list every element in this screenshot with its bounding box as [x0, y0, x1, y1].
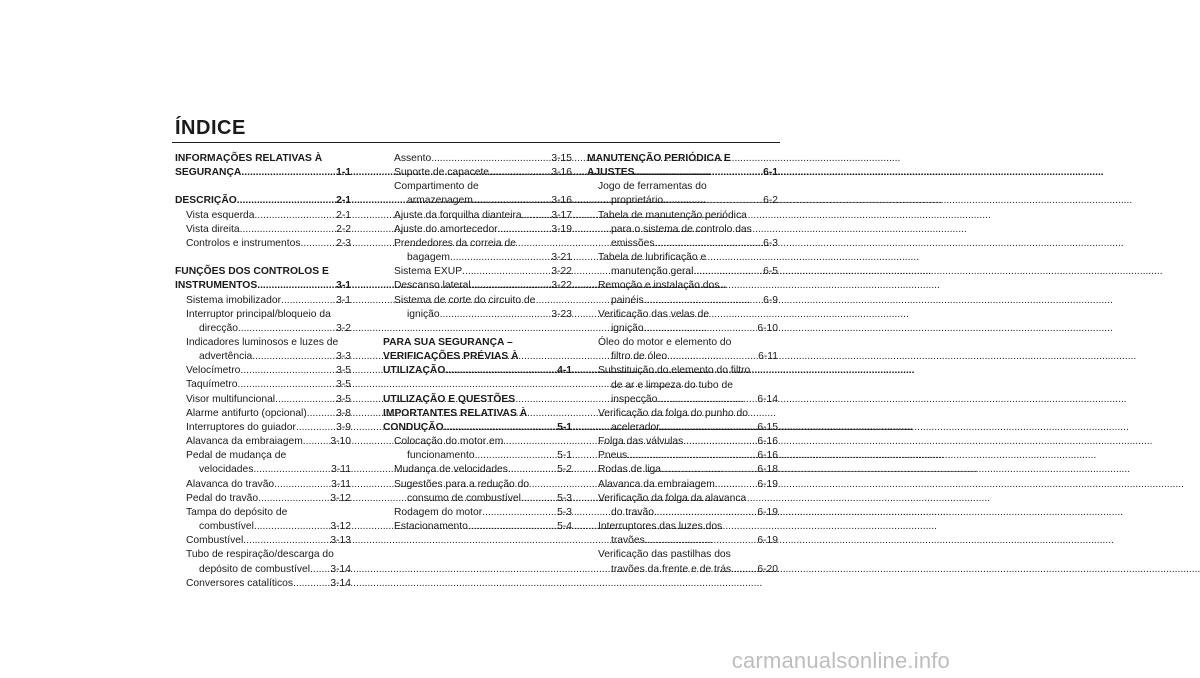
- toc-entry-line[interactable]: Prendedores da correia de: [394, 237, 516, 249]
- toc-entry-line[interactable]: de ar e limpeza do tubo de: [611, 379, 733, 391]
- toc-entry-line[interactable]: Tampa do depósito de: [186, 506, 288, 518]
- toc-entry[interactable]: Assento ..... 3-15: [383, 152, 572, 166]
- toc-entry[interactable]: travões ..... 6-19: [587, 534, 778, 548]
- toc-entry[interactable]: Estacionamento ..... 5-4: [383, 520, 572, 534]
- toc-entry[interactable]: Pedal do travão ..... 3-12: [175, 492, 351, 506]
- toc-entry[interactable]: manutenção geral ..... 6-5: [587, 265, 778, 279]
- toc-section-heading: FUNÇÕES DOS CONTROLOS E: [175, 266, 329, 278]
- toc-entry[interactable]: ignição ..... 6-10: [587, 322, 778, 336]
- toc-entry[interactable]: inspecção ..... 6-14: [587, 393, 778, 407]
- toc-entry[interactable]: do travão ..... 6-19: [587, 506, 778, 520]
- toc-entry[interactable]: emissões ..... 6-3: [587, 237, 778, 251]
- toc-entry[interactable]: Controlos e instrumentos ..... 2-3: [175, 237, 351, 251]
- toc-entry[interactable]: acelerador ..... 6-15: [587, 421, 778, 435]
- toc-entry-line[interactable]: Tabela de manutenção periódica: [598, 209, 747, 221]
- toc-entry[interactable]: painéis ..... 6-9: [587, 294, 778, 308]
- toc-entry[interactable]: armazenagem ..... 3-16: [383, 194, 572, 208]
- toc-entry-line[interactable]: Verificação das velas de: [598, 308, 710, 320]
- toc-entry-line[interactable]: Pedal de mudança de: [186, 450, 287, 462]
- toc-entry[interactable]: Vista direita ..... 2-2: [175, 223, 351, 237]
- toc-entry[interactable]: ignição ..... 3-23: [383, 308, 572, 322]
- toc-entry[interactable]: Descanso lateral ..... 3-22: [383, 279, 572, 293]
- toc-entry[interactable]: Sistema imobilizador ..... 3-1: [175, 294, 351, 308]
- toc-entry[interactable]: Alavanca da embraiagem ..... 6-19: [587, 478, 778, 492]
- toc-entry[interactable]: Rodagem do motor ..... 5-3: [383, 506, 572, 520]
- toc-entry-line[interactable]: Substituição do elemento do filtro: [598, 365, 751, 377]
- toc-section-entry[interactable]: DESCRIÇÃO ..... 2-1: [175, 194, 351, 208]
- toc-section-entry[interactable]: AJUSTES ..... 6-1: [587, 166, 778, 180]
- toc-entry[interactable]: funcionamento ..... 5-1: [383, 449, 572, 463]
- toc-entry-line[interactable]: Sugestões para a redução do: [394, 478, 530, 490]
- toc-entry[interactable]: consumo de combustível ..... 5-3: [383, 492, 572, 506]
- toc-section-heading: INFORMAÇÕES RELATIVAS À: [175, 153, 323, 164]
- toc-entry[interactable]: Sistema EXUP ..... 3-22: [383, 265, 572, 279]
- toc-entry-line[interactable]: para o sistema de controlo das: [611, 223, 752, 235]
- toc-section-entry[interactable]: CONDUÇÃO ..... 5-1: [383, 421, 572, 435]
- toc-entry-line[interactable]: Tabela de lubrificação e: [598, 252, 707, 264]
- toc-entry[interactable]: combustível ..... 3-12: [175, 520, 351, 534]
- toc-entry[interactable]: Ajuste do amortecedor ..... 3-19: [383, 223, 572, 237]
- toc-entry[interactable]: Taquímetro ..... 3-5: [175, 378, 351, 392]
- toc-entry-line[interactable]: Óleo do motor e elemento do: [598, 337, 732, 349]
- toc-entry[interactable]: Interruptores do guiador ..... 3-9: [175, 421, 351, 435]
- toc-entry[interactable]: Folga das válvulas ..... 6-16: [587, 435, 778, 449]
- toc-entry-line[interactable]: Verificação das pastilhas dos: [598, 549, 731, 561]
- toc-entry-line[interactable]: Colocação do motor em: [394, 436, 504, 448]
- toc-entry[interactable]: Alarme antifurto (opcional) ..... 3-8: [175, 407, 351, 421]
- toc-section-heading: UTILIZAÇÃO E QUESTÕES: [383, 393, 516, 405]
- toc-entry[interactable]: bagagem ..... 3-21: [383, 251, 572, 265]
- toc-entry-line[interactable]: Compartimento de: [394, 181, 479, 193]
- toc-entry[interactable]: Combustível ..... 3-13: [175, 534, 351, 548]
- toc-column-1: [175, 152, 351, 591]
- toc-entry-line[interactable]: Sistema de corte do circuito de: [394, 294, 536, 306]
- toc-section-heading: MANUTENÇÃO PERIÓDICA E: [587, 153, 731, 164]
- toc-entry[interactable]: direcção ..... 3-2: [175, 322, 351, 336]
- toc-entry[interactable]: Alavanca da embraiagem ..... 3-10: [175, 435, 351, 449]
- watermark-text: carmanualsonline.info: [731, 648, 950, 673]
- toc-entry-line[interactable]: Tubo de respiração/descarga do: [186, 549, 334, 561]
- toc-entry[interactable]: filtro de óleo ..... 6-11: [587, 350, 778, 364]
- toc-entry-line[interactable]: Remoção e instalação dos: [598, 280, 720, 292]
- page-title: ÍNDICE: [175, 117, 246, 139]
- toc-entry[interactable]: Visor multifuncional ..... 3-5: [175, 393, 351, 407]
- toc-entry[interactable]: Velocímetro ..... 3-5: [175, 364, 351, 378]
- toc-entry[interactable]: velocidades ..... 3-11: [175, 463, 351, 477]
- toc-entry-line[interactable]: Verificação da folga do punho do: [598, 407, 748, 419]
- toc-entry[interactable]: Mudança de velocidades ..... 5-2: [383, 463, 572, 477]
- toc-entry[interactable]: Suporte de capacete ..... 3-16: [383, 166, 572, 180]
- toc-entry-line[interactable]: Jogo de ferramentas do: [598, 181, 707, 193]
- title-rule: [172, 142, 780, 143]
- toc-section-entry[interactable]: SEGURANÇA ..... 1-1: [175, 166, 351, 180]
- toc-entry[interactable]: Pneus ..... 6-16: [587, 449, 778, 463]
- toc-entry[interactable]: Vista esquerda ..... 2-1: [175, 209, 351, 223]
- toc-entry[interactable]: proprietário ..... 6-2: [587, 194, 778, 208]
- toc-section-entry[interactable]: INSTRUMENTOS ..... 3-1: [175, 279, 351, 293]
- toc-entry[interactable]: Ajuste da forquilha dianteira ..... 3-17: [383, 209, 572, 223]
- toc-section-entry[interactable]: UTILIZAÇÃO ..... 4-1: [383, 364, 572, 378]
- toc-entry-line[interactable]: Interruptores das luzes dos: [598, 521, 723, 533]
- toc-section-heading: IMPORTANTES RELATIVAS À: [383, 407, 528, 419]
- toc-entry[interactable]: depósito de combustível ..... 3-14: [175, 563, 351, 577]
- toc-entry-line[interactable]: Interruptor principal/bloqueio da: [186, 308, 331, 320]
- toc-entry-line[interactable]: Verificação da folga da alavanca: [598, 492, 747, 504]
- toc-column-2: [383, 152, 572, 534]
- toc-section-heading: PARA SUA SEGURANÇA –: [383, 337, 513, 349]
- toc-entry[interactable]: advertência ..... 3-3: [175, 350, 351, 364]
- toc-entry[interactable]: Rodas de liga ..... 6-18: [587, 463, 778, 477]
- toc-entry[interactable]: Alavanca do travão ..... 3-11: [175, 478, 351, 492]
- toc-section-heading: VERIFICAÇÕES PRÉVIAS À: [383, 351, 519, 363]
- toc-entry[interactable]: Conversores catalíticos ..... 3-14: [175, 577, 351, 591]
- toc-entry[interactable]: travões da frente e de trás ..... 6-20: [587, 563, 778, 577]
- toc-entry-line[interactable]: Indicadores luminosos e luzes de: [186, 337, 339, 348]
- toc-column-3: [587, 152, 778, 577]
